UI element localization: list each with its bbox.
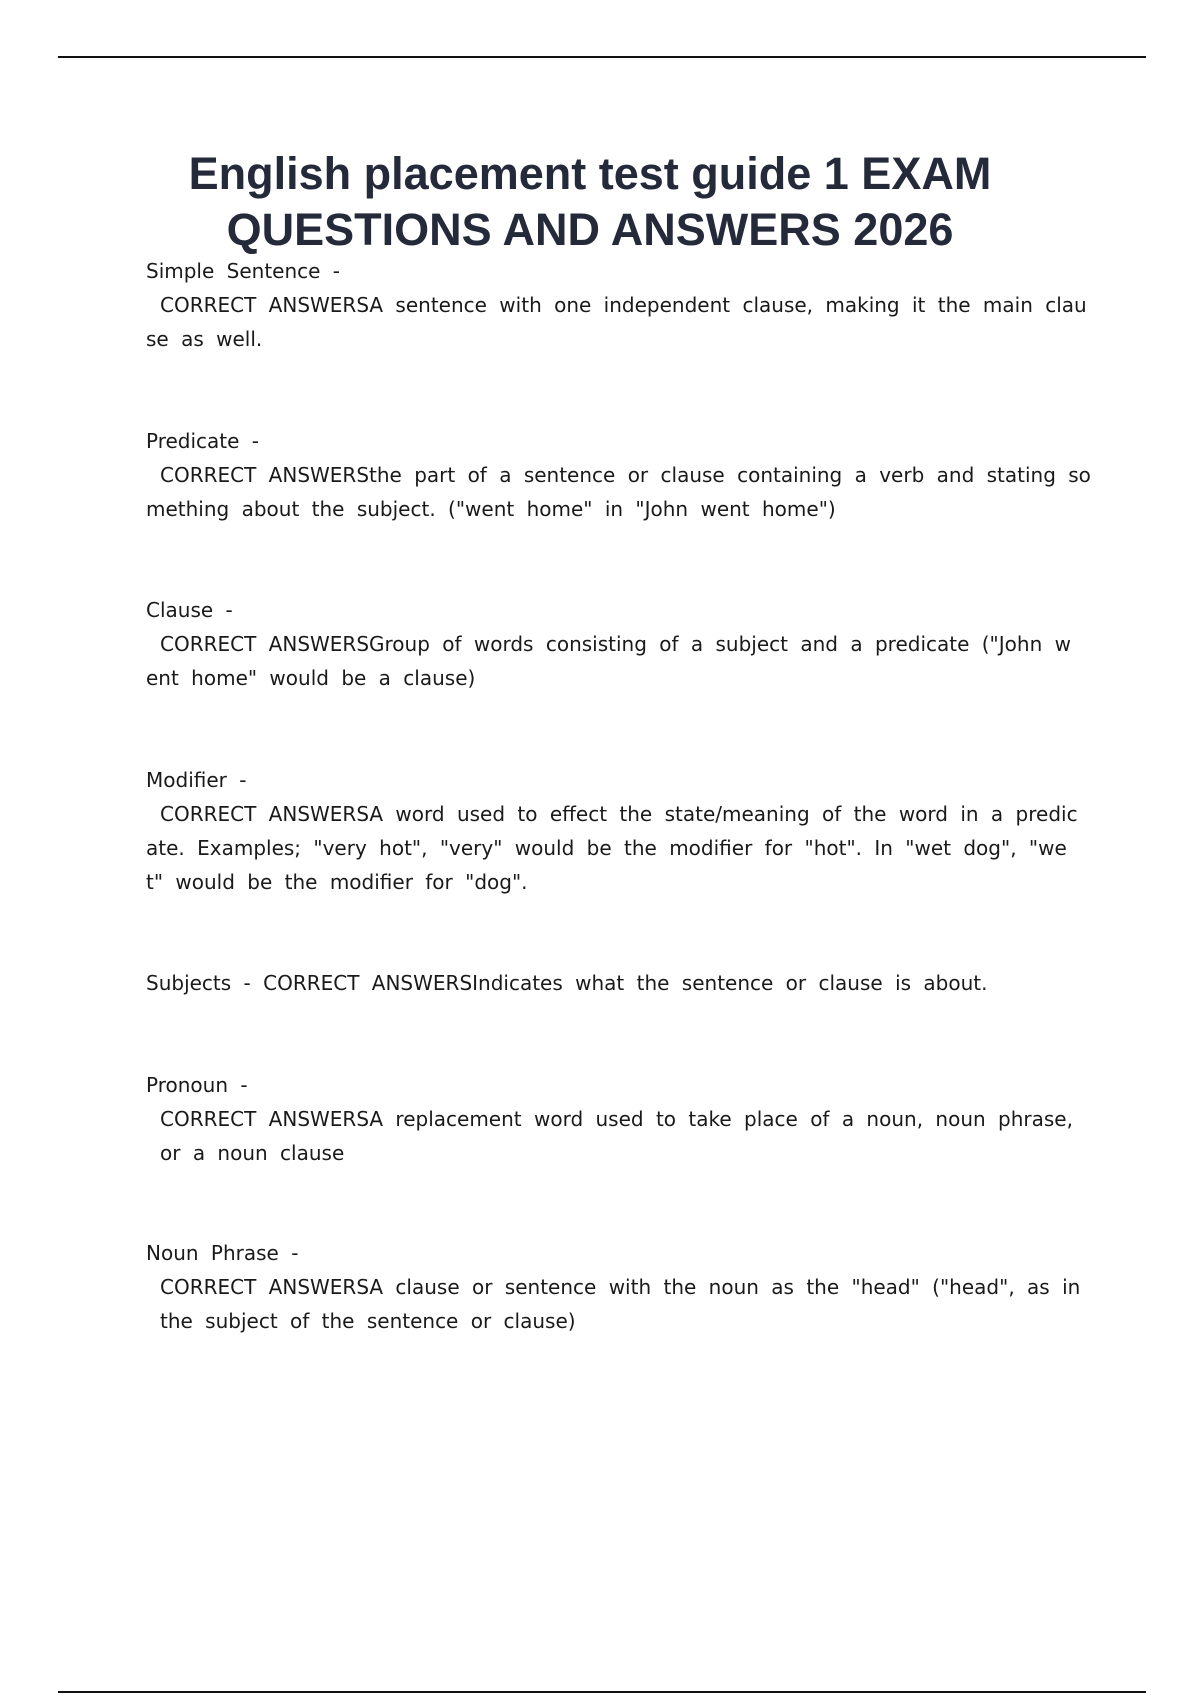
entry-term: Clause - xyxy=(146,598,233,622)
entry-definition-line: CORRECT ANSWERSA word used to effect the state/meaning of the word in a predic xyxy=(160,802,1078,826)
entry-term: Predicate - xyxy=(146,429,260,453)
entry-predicate xyxy=(146,424,1092,526)
document-title xyxy=(120,146,1060,258)
entry-term: Subjects - CORRECT ANSWERSIndicates what the sentence or clause is about. xyxy=(146,971,988,995)
entry-definition-line: CORRECT ANSWERSA replacement word used to take place of a noun, noun phrase, xyxy=(160,1107,1073,1131)
entry-definition-line: t" would be the modifier for "dog". xyxy=(146,870,528,894)
entry-subjects xyxy=(146,966,1092,1000)
title-line-2: QUESTIONS AND ANSWERS 2026 xyxy=(226,204,954,255)
entry-definition-line: ate. Examples; "very hot", "very" would be the modifier for "hot". In "wet dog", "we xyxy=(146,836,1067,860)
entry-definition-line: CORRECT ANSWERSthe part of a sentence or clause containing a verb and stating so xyxy=(160,463,1091,487)
entry-definition-line: mething about the subject. ("went home" in "John went home") xyxy=(146,497,836,521)
entry-noun-phrase xyxy=(146,1236,1092,1338)
entry-definition-line: CORRECT ANSWERSA sentence with one independent clause, making it the main clau xyxy=(160,293,1087,317)
entry-definition-line: the subject of the sentence or clause) xyxy=(160,1309,576,1333)
entry-term: Simple Sentence - xyxy=(146,259,341,283)
entry-definition-line: or a noun clause xyxy=(160,1141,345,1165)
entry-term: Modifier - xyxy=(146,768,247,792)
entry-term: Pronoun - xyxy=(146,1073,248,1097)
title-line-1: English placement test guide 1 EXAM xyxy=(188,148,992,199)
entry-pronoun xyxy=(146,1068,1092,1170)
entry-simple-sentence xyxy=(146,254,1092,356)
bottom-rule xyxy=(58,1691,1146,1693)
entry-definition-line: se as well. xyxy=(146,327,263,351)
top-rule xyxy=(58,56,1146,58)
entry-term: Noun Phrase - xyxy=(146,1241,299,1265)
entry-modifier xyxy=(146,763,1092,899)
entry-definition-line: CORRECT ANSWERSGroup of words consisting of a subject and a predicate ("John w xyxy=(160,632,1071,656)
entry-definition-line: ent home" would be a clause) xyxy=(146,666,476,690)
entry-clause xyxy=(146,593,1092,695)
entry-definition-line: CORRECT ANSWERSA clause or sentence with the noun as the "head" ("head", as in xyxy=(160,1275,1081,1299)
